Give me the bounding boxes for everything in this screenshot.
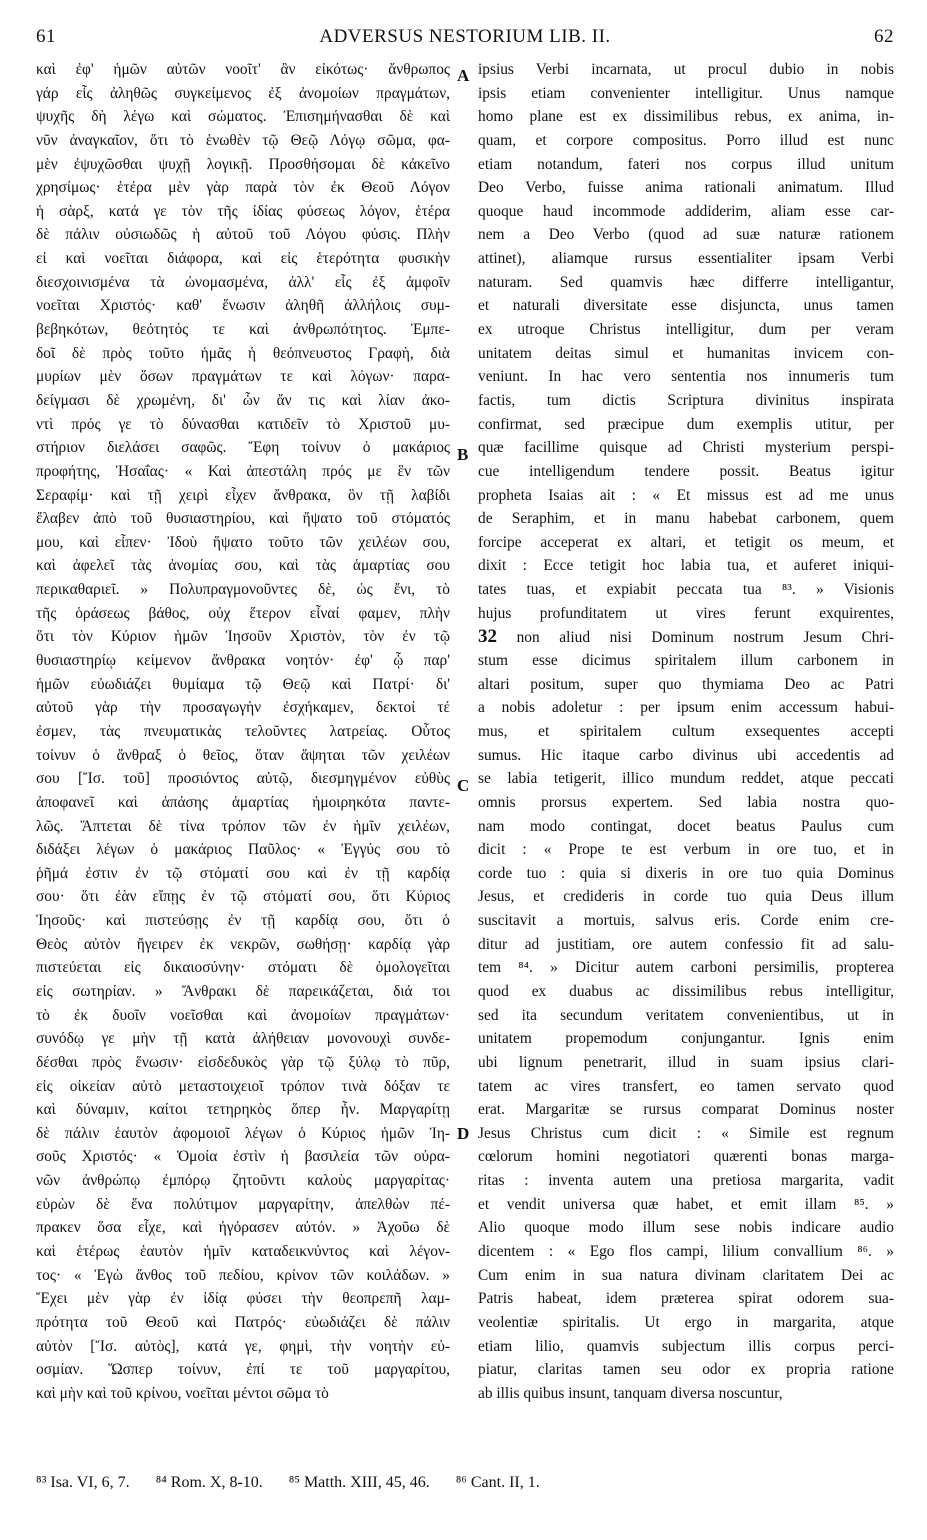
greek-line: ὅτι τὸν Κύριον ἡμῶν Ἰησοῦν Χριστὸν, τὸν ἐν τῷ — [36, 628, 450, 646]
greek-line: Θεὸς αὐτὸν ἤγειρεν ἐκ νεκρῶν, σωθήσῃ· καρδίᾳ γὰρ — [36, 935, 450, 953]
latin-line: quod ex duabus ac dissimilibus rebus intelligitur, — [478, 982, 894, 1000]
greek-line: διεσχοινισμένα τὰ ὠνομασμένα, ἀλλ' εἷς ἐξ ἀμφοῖν — [36, 273, 450, 291]
greek-line: μὲν ἐψυχῶσθαι ψυχῇ λογικῇ. Προσθήσομαι δὲ κἀκεῖνο — [36, 155, 450, 173]
greek-line: αὐτοῦ γὰρ τὴν προσαγωγὴν ἐσχήκαμεν, δεκτοί τέ — [36, 699, 450, 717]
greek-line: καὶ δύναμιν, καίτοι τετηρηκὸς ὅπερ ἦν. Μαργαρίτῃ — [36, 1101, 450, 1119]
greek-line: εἰς οἰκείαν αὐτὸ μεταστοιχειοῖ τρόπον τινὰ δόξαν τε — [36, 1077, 450, 1095]
greek-line: σου [Ἴσ. τοῦ] προσιόντος αὐτῷ, διεσμηγμένον εὐθὺς — [36, 770, 450, 788]
greek-line: πρότητα τοῦ Θεοῦ καὶ Πατρός· εὐωδιάζει δὲ πάλιν — [36, 1313, 450, 1331]
latin-line: homo plane est ex dissimilibus rebus, ex anima, in- — [478, 108, 894, 126]
greek-line: ἡμῶν εὐωδιάζει θυμίαμα τῷ Θεῷ καὶ Πατρί· δι' — [36, 675, 450, 693]
greek-line: διδάξει λέγων ὁ μακάριος Παῦλος· « Ἐγγύς σου τὸ — [36, 841, 450, 859]
latin-line: piatur, claritas tamen seu odor ex propria ratione — [478, 1361, 894, 1379]
latin-line: corde tuo : quia si dixeris in ore tuo quia Dominus — [478, 864, 894, 882]
greek-line: καὶ ἑτέρως ἑαυτὸν ἡμῖν καταδεικνύντος καὶ λέγον- — [36, 1243, 450, 1261]
greek-line: νῦν ἀναγκαῖον, ὅτι τὸ ἑνωθὲν τῷ Θεῷ Λόγῳ σῶμα, φα- — [36, 131, 450, 149]
latin-line: dicit : « Prope te est verbum in ore tuo, et in — [478, 841, 894, 859]
latin-line: veniunt. In hac vero sententia nos innumeris tum — [478, 368, 894, 386]
latin-line: confirmat, sed præcipue dum exemplis utitur, per — [478, 415, 894, 433]
greek-line: ἔλαβεν ἀπὸ τοῦ θυσιαστηρίου, καὶ ἥψατο τοῦ στόματός — [36, 510, 450, 528]
greek-line: χρησίμως· ἑτέρα μὲν γὰρ παρὰ τὸν ἐκ Θεοῦ Λόγον — [36, 179, 450, 197]
latin-line: tates tuas, et expiabit peccata tua ⁸³. » Visionis — [478, 581, 894, 599]
footnotes — [36, 1474, 894, 1492]
greek-line: εἰς σωτηρίαν. » Ἄνθρακι δὲ παρεικάζεται, διά τοι — [36, 982, 450, 1000]
margin-marker-a: A — [457, 66, 470, 85]
greek-line: γάρ εἷς ἀληθῶς συγκείμενος ἐξ ἀνομοίων πραγμάτων, — [36, 84, 450, 102]
greek-line: οσμίαν. Ὥσπερ τοίνυν, ἐπί τε τοῦ μαργαρίτου, — [36, 1361, 450, 1379]
greek-column — [36, 58, 450, 1406]
latin-line: ubi lignum penetrarit, illud in suam ipsius clari- — [478, 1053, 894, 1071]
greek-line: δέσθαι πρὸς ἕνωσιν· εἰσδεδυκὸς γὰρ τῷ ξύλῳ τὸ πῦρ, — [36, 1053, 450, 1071]
greek-line: προφήτης, Ἡσαΐας· « Καὶ ἀπεστάλη πρός με ἓν τῶν — [36, 462, 450, 480]
latin-line: se labia tetigerit, illico mundum reddet, atque peccati — [478, 770, 894, 788]
latin-line: cue intelligendum tendere possit. Beatus igitur — [478, 462, 894, 480]
latin-line: quam, et corpore compositus. Porro illud est nunc — [478, 131, 894, 149]
latin-line: omnis prorsus expertem. Sed labia nostra quo- — [478, 793, 894, 811]
latin-line: suscitavit a mortuis, salvus eris. Corde enim cre- — [478, 912, 894, 930]
greek-line: Ἔχει μὲν γὰρ ἐν ἰδίᾳ φύσει τὴν θεοπρεπῆ λαμ- — [36, 1290, 450, 1308]
latin-line: sumus. Hic itaque carbo divinus ubi accedentis ad — [478, 746, 894, 764]
footnote-84: ⁸⁴ Rom. X, 8-10. — [155, 1474, 263, 1491]
greek-line: εὑρὼν δὲ ἕνα πολύτιμον μαργαρίτην, ἀπελθὼν πέ- — [36, 1195, 450, 1213]
latin-column — [478, 58, 894, 1406]
greek-line: καὶ ἀφελεῖ τὰς ἀνομίας σου, καὶ τὰς ἁμαρτίας σου — [36, 557, 450, 575]
latin-line: ipsius Verbi incarnata, ut procul dubio in nobis — [478, 61, 894, 78]
greek-line: περικαθαριεῖ. » Πολυπραγμονοῦντες δὲ, ὡς ἔνι, τὸ — [36, 581, 450, 599]
latin-line: quæ facillime quisque ad Christi mysterium perspi- — [478, 439, 894, 457]
greek-line: βεβηκότων, θεότητός τε καὶ ἀνθρωπότητος. Ἐμπε- — [36, 321, 450, 339]
greek-line: ψυχῆς δὴ λέγω καὶ σώματος. Ἐπισημήνασθαι δὲ καὶ — [36, 108, 450, 126]
latin-line: nam modo contingat, docet beatus Paulus cum — [478, 817, 894, 835]
greek-line: δοῖ δὲ πρὸς τοῦτο ἡμᾶς ἡ θεόπνευστος Γραφὴ, διὰ — [36, 344, 450, 362]
page-number-right: 62 — [874, 26, 894, 47]
greek-line: στήριον διελάσει σαφῶς. Ἔφη τοίνυν ὁ μακάριος — [36, 439, 450, 457]
greek-line: μυρίων μὲν ὅσων πραγμάτων τε καὶ λόγων· παρα- — [36, 368, 450, 386]
latin-line: naturam. Sed quamvis hæc differre intelligantur, — [478, 273, 894, 291]
greek-line: δὲ πάλιν οὐσιωδῶς ἡ αὐτοῦ τοῦ Λόγου φύσις. Πλὴν — [36, 226, 450, 244]
latin-line: tem ⁸⁴. » Dicitur autem carboni persimilis, propterea — [478, 959, 894, 977]
latin-line: Patris habeat, idem præterea spirat odorem sua- — [478, 1290, 894, 1308]
greek-line: ἀποφανεῖ καὶ ἁπάσης ἁμαρτίας ἠμοιρηκότα παντε- — [36, 793, 450, 811]
latin-line: et naturali diversitate esse disjuncta, unus tamen — [478, 297, 894, 315]
latin-line: ab illis quibus insunt, tanquam diversa noscuntur, — [478, 1384, 783, 1402]
latin-line: mus, et spiritalem cultum exsequentes accepti — [478, 722, 894, 740]
latin-line: unitatem deitas simul et humanitas invicem con- — [478, 344, 894, 362]
margin-marker-d: D — [457, 1124, 470, 1143]
latin-line: a nobis adoletur : per ipsum enim accessum habui- — [478, 699, 894, 717]
latin-line: Alio quoque modo illum sese nobis indicare audio — [478, 1219, 894, 1237]
latin-line: attinet), aliamque rursus essentialiter ipsam Verbi — [478, 250, 894, 268]
latin-line: sed ita secundum veritatem convenientibus, ut in — [478, 1006, 894, 1024]
greek-line: ντὶ πρός γε τὸ δύνασθαι κατιδεῖν τὸ Χριστοῦ μυ- — [36, 415, 450, 433]
latin-line: de Seraphim, et in manu habebat carbonem, quem — [478, 510, 894, 528]
greek-line: τὸ ἐκ δυοῖν νοεῖσθαι καὶ ἀνομοίων πραγμάτων· — [36, 1006, 450, 1024]
latin-line: et vendit universa quæ habet, et emit illam ⁸⁵. » — [478, 1195, 894, 1213]
greek-line: ῥῆμά ἐστιν ἐν τῷ στόματί σου καὶ ἐν τῇ καρδίᾳ — [36, 864, 450, 882]
greek-line: μου, καὶ εἶπεν· Ἰδοὺ ἥψατο τοῦτο τῶν χειλέων σου, — [36, 533, 450, 551]
running-title: ADVERSUS NESTORIUM LIB. II. — [319, 26, 611, 47]
latin-line: dicentem : « Ego flos campi, lilium convallium ⁸⁶. » — [478, 1243, 894, 1261]
greek-line: ἐσμεν, τὰς πνευματικὰς τελοῦντες λατρείας. Οὗτος — [36, 722, 450, 740]
greek-line: εἰ καὶ νοεῖται διάφορα, καὶ εἰς ἑτερότητα φυσικὴν — [36, 250, 450, 268]
latin-line: ex utroque Christus intelligitur, dum per veram — [478, 321, 894, 339]
latin-line: quoque haud incommode addiderim, aliam esse car- — [478, 202, 894, 220]
footnote-83: ⁸³ Isa. VI, 6, 7. — [36, 1474, 130, 1491]
greek-line: σοῦς Χριστός· « Ὁμοία ἐστὶν ἡ βασιλεία τῶν οὐρα- — [36, 1148, 450, 1166]
latin-line: factis, tum dictis Scriptura divinitus inspirata — [478, 391, 894, 409]
latin-line: unitatem propemodum conjungantur. Ignis enim — [478, 1030, 894, 1048]
page-number-left: 61 — [36, 26, 56, 47]
greek-line: καὶ ἐφ' ἡμῶν αὐτῶν νοοῖτ' ἂν εἰκότως· ἄνθρωπος — [36, 61, 450, 78]
latin-line: stum esse dicimus spiritalem illum carbonem in — [478, 652, 894, 670]
greek-line: θυσιαστηρίῳ κείμενον ἄνθρακα νοητόν· ἐφ' ᾧ παρ' — [36, 652, 450, 670]
margin-marker-c: C — [457, 776, 470, 795]
latin-line: Jesus, et credideris in corde tuo quia Deus illum — [478, 888, 894, 906]
latin-line: Deo Verbo, fuisse anima rationali animatum. Illud — [478, 179, 894, 197]
latin-line: etiam notandum, fateri nos corpus illud unitum — [478, 155, 894, 173]
running-header — [36, 26, 894, 54]
latin-line: tatem ac vires transfert, eo tamen servato quod — [478, 1077, 894, 1095]
greek-line: νοεῖται Χριστός· καθ' ἕνωσιν ἀληθῆ ἀλλήλοις συμ- — [36, 297, 450, 315]
footnote-86: ⁸⁶ Cant. II, 1. — [455, 1474, 540, 1491]
greek-line: αὐτὸν [Ἴσ. αὐτὸς], κατά γε, φημὶ, τὴν νοητὴν εὐ- — [36, 1337, 450, 1355]
latin-line: propheta Isaias ait : « Et missus est ad me unus — [478, 486, 894, 504]
latin-line: veolentiæ spiritalis. Ut ergo in margarita, atque — [478, 1313, 894, 1331]
latin-line: hujus profunditatem ut vires ferunt exquirentes, — [478, 604, 894, 622]
latin-line: dixit : Ecce tetigit hoc labia tua, et auferet iniqui- — [478, 557, 894, 575]
greek-line: πιστεύεται εἰς δικαιοσύνην· στόματι δὲ ὁμολογεῖται — [36, 959, 450, 977]
greek-line: δείγμασι δὲ χρωμένη, δι' ὧν ἄν τις καὶ λίαν ἀκο- — [36, 391, 450, 409]
latin-line: ipsis etiam convenienter intelligitur. Unus namque — [478, 84, 894, 102]
footnote-85: ⁸⁵ Matth. XIII, 45, 46. — [288, 1474, 430, 1491]
greek-line: σου· ὅτι ἐὰν εἴπῃς ἐν τῷ στόματί σου, ὅτι Κύριος — [36, 888, 450, 906]
greek-line: τος· « Ἐγὼ ἄνθος τοῦ πεδίου, κρίνον τῶν κοιλάδων. » — [36, 1266, 450, 1284]
greek-line: τῆς ὁράσεως βάθος, οὐχ ἕτερον εἶναί φαμεν, πλὴν — [36, 604, 450, 622]
latin-line-text: non aliud nisi Dominum nostrum Jesum Chri- — [516, 629, 894, 647]
greek-line: Σεραφίμ· καὶ τῇ χειρὶ εἶχεν ἄνθρακα, ὃν τῇ λαβίδι — [36, 486, 450, 504]
greek-line: συνόδῳ γε μὴν τῇ κατὰ ἀλήθειαν μονονουχὶ συνδε- — [36, 1030, 450, 1048]
latin-line: etiam lilio, quamvis subjectum illis corpus perci- — [478, 1337, 894, 1355]
greek-line: τοίνυν ὁ ἄνθραξ ὁ θεῖος, ὅταν ἅψηται τῶν χειλέων — [36, 746, 450, 764]
latin-line: altari positum, super quo thymiama Deo ac Patri — [478, 675, 894, 693]
greek-line: Ἰησοῦς· καὶ πιστεύσῃς ἐν τῇ καρδίᾳ σου, ὅτι ὁ — [36, 912, 450, 930]
greek-line: καὶ μὴν καὶ τοῦ κρίνου, νοεῖται μέντοι σῶμα τὸ — [36, 1384, 329, 1402]
latin-line: cœlorum homini negotiatori quærenti bonas marga- — [478, 1148, 894, 1166]
greek-line: λῶς. Ἅπτεται δὲ τίνα τρόπον τῶν ἐν ἡμῖν χειλέων, — [36, 817, 450, 835]
latin-line — [478, 625, 894, 649]
greek-line: νῶν ἀνθρώπῳ ἐμπόρῳ ζητοῦντι καλοὺς μαργαρίτας· — [36, 1172, 450, 1190]
greek-line: δὲ πάλιν ἑαυτὸν ἀφομοιοῖ λέγων ὁ Κύριος ἡμῶν Ἰη- — [36, 1124, 450, 1142]
greek-line: πρακεν ὅσα εἶχε, καὶ ἠγόρασεν αὐτόν. » Ἀχοῦω δὲ — [36, 1219, 450, 1237]
latin-line: ritas : inventa autem una pretiosa margarita, vadit — [478, 1172, 894, 1190]
latin-line: nem a Deo Verbo (quod ad suæ naturæ rationem — [478, 226, 894, 244]
latin-line: ditur ad justitiam, ore autem confessio fit ad salu- — [478, 935, 894, 953]
latin-line: erat. Margaritæ se rursus comparat Dominus noster — [478, 1101, 894, 1119]
latin-line: Cum enim in sua natura divinam claritatem Dei ac — [478, 1266, 894, 1284]
latin-line: Jesus Christus cum dicit : « Simile est regnum — [478, 1124, 894, 1142]
greek-line: ἡ σὰρξ, κατά γε τὸν τῆς ἰδίας φύσεως λόγον, ἑτέρα — [36, 202, 450, 220]
latin-line: forcipe acceperat ex altari, et tetigit os meum, et — [478, 533, 894, 551]
margin-marker-b: B — [457, 445, 469, 464]
column-number: 32 — [478, 626, 497, 648]
